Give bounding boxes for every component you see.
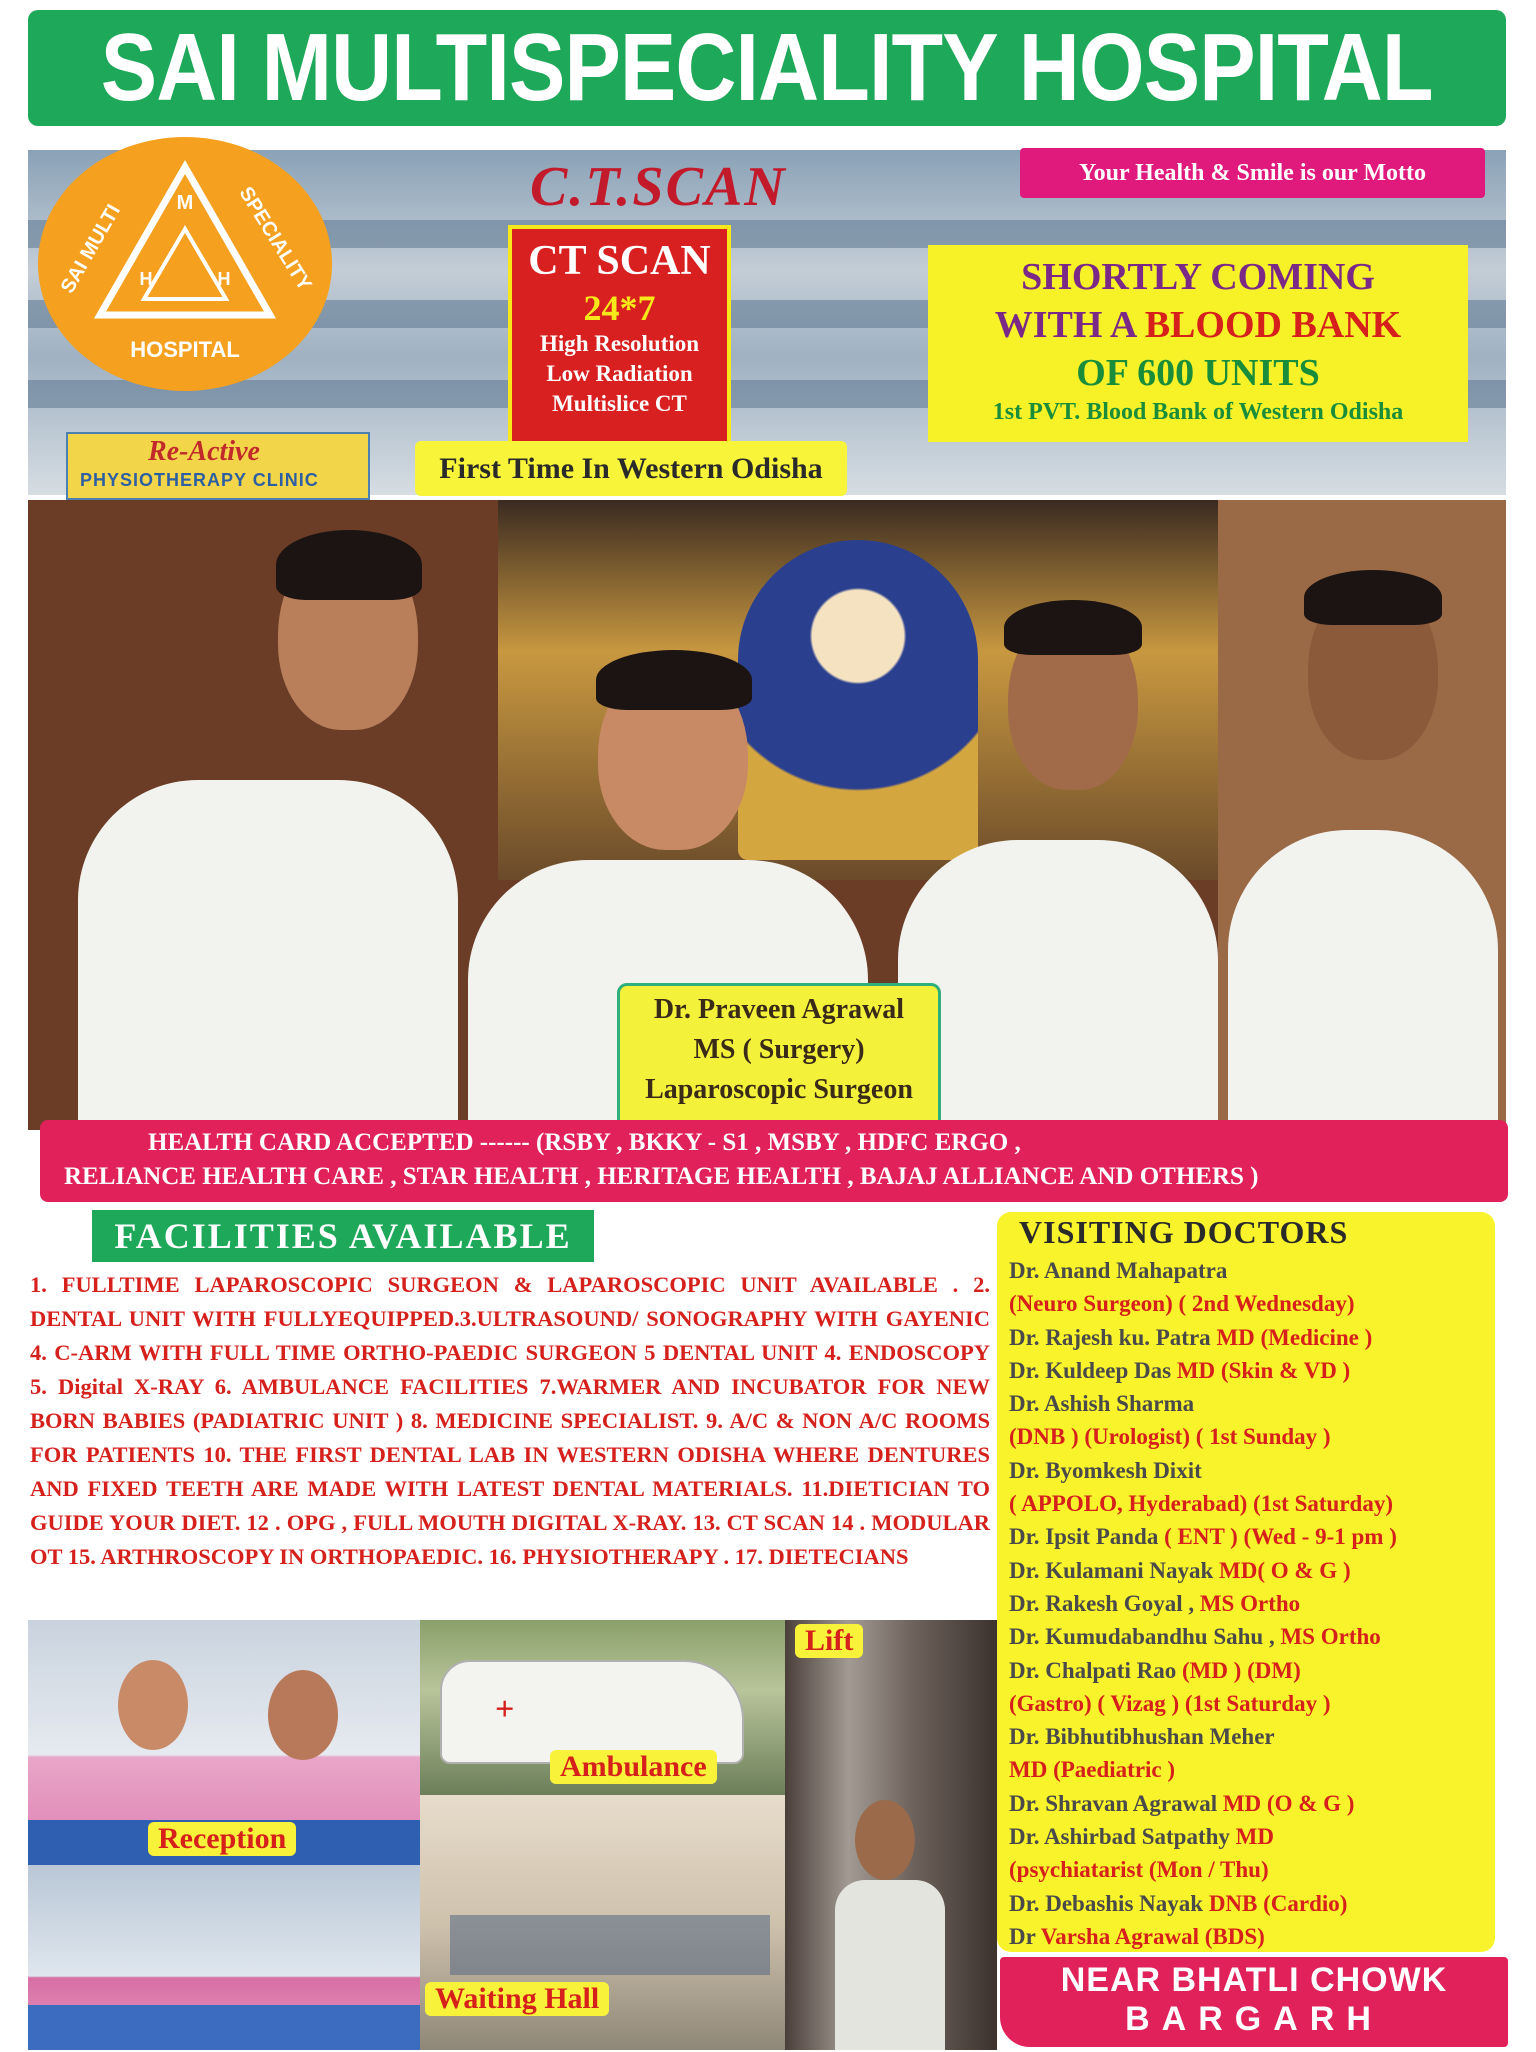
ct-feature: Low Radiation	[546, 361, 693, 386]
facilities-text: 1. FULLTIME LAPAROSCOPIC SURGEON & LAPAROSCOPIC UNIT AVAILABLE . 2. DENTAL UNIT WITH FULLYEQUIPPED.3.ULTRASOUND/ SONOGRAPHY WITH GAYENIC 4. C-ARM WITH FULL TIME ORTHO-PAEDIC SURGEON 5 DENTAL UNIT 4. ENDOSCOPY 5. Digital X-RAY 6. AMBULANCE FACILITIES 7.WARMER AND INCUBATOR FOR NEW BORN BABIES (PADIATRIC UNIT ) 8. MEDICINE SPECIALIST. 9. A/C & NON A/C ROOMS FOR PATIENTS 10. THE FIRST DENTAL LAB IN WESTERN ODISHA WHERE DENTURES AND FIXED TEETH ARE MADE WITH LATEST DENTAL MATERIALS. 11.DIETICIAN TO GUIDE YOUR DIET. 12 . OPG , FULL MOUTH DIGITAL X-RAY. 13. CT SCAN 14 . MODULAR OT 15. ARTHROSCOPY IN ORTHOPAEDIC. 16. PHYSIOTHERAPY . 17. DIETECIANS	[30, 1272, 990, 1569]
visiting-doctor-line	[1009, 1687, 1489, 1720]
visiting-doctor-line	[1009, 1820, 1489, 1853]
visiting-doctor-detail: ( APPOLO, Hyderabad) (1st Saturday)	[1009, 1491, 1393, 1517]
visiting-doctor-detail: MD (Paediatric )	[1009, 1757, 1176, 1783]
featured-doctor-box	[617, 983, 941, 1135]
visiting-doctor-name: Dr. Ipsit Panda	[1009, 1524, 1165, 1550]
visiting-doctor-detail: MS Ortho	[1199, 1590, 1301, 1616]
blood-bank-box	[928, 245, 1468, 442]
ambulance-photo: +	[420, 1620, 785, 1795]
visiting-doctor-name: Dr. Byomkesh Dixit	[1009, 1457, 1202, 1483]
visiting-doctor-name: Dr. Shravan Agrawal	[1009, 1790, 1223, 1816]
visiting-doctor-name: Dr. Rakesh Goyal ,	[1009, 1590, 1200, 1616]
visiting-doctor-name: Dr. Anand Mahapatra	[1009, 1258, 1228, 1283]
visiting-doctor-detail: ( ENT ) (Wed - 9-1 pm )	[1164, 1524, 1397, 1550]
logo-text-left: SAI MULTI	[56, 200, 125, 298]
doctor-figure-4	[1218, 500, 1506, 1130]
lift-caption: Lift	[795, 1624, 863, 1658]
featured-doctor-degree: MS ( Surgery)	[693, 1034, 865, 1065]
visiting-doctor-line	[1009, 1454, 1489, 1487]
featured-doctor-name: Dr. Praveen Agrawal	[653, 994, 905, 1025]
reactive-line: PHYSIOTHERAPY CLINIC	[80, 470, 319, 490]
visiting-doctor-line	[1009, 1587, 1489, 1620]
blood-line1: SHORTLY COMING	[1021, 256, 1375, 298]
visiting-doctor-line	[1009, 1354, 1489, 1387]
visiting-doctor-name: Dr. Rajesh ku. Patra	[1009, 1324, 1217, 1350]
lift-photo	[785, 1620, 997, 2050]
ct-scan-box	[508, 225, 731, 451]
logo-letter-h2: H	[217, 269, 231, 289]
waiting-hall-caption: Waiting Hall	[425, 1982, 609, 2016]
visiting-doctor-line	[1009, 1520, 1489, 1553]
visiting-doctor-line	[1009, 1254, 1489, 1287]
ct-feature: Multislice CT	[552, 391, 687, 416]
address-banner	[1000, 1957, 1508, 2047]
ct-hours: 24*7	[583, 288, 656, 328]
visiting-doctor-detail: MD	[1235, 1824, 1274, 1850]
ct-scan-sign: C.T.SCAN	[530, 156, 787, 218]
health-card-line2: RELIANCE HEALTH CARE , STAR HEALTH , HERITAGE HEALTH , BAJAJ ALLIANCE AND OTHERS )	[64, 1163, 1259, 1190]
visiting-doctors-box	[997, 1212, 1495, 1952]
visiting-doctor-detail: Varsha Agrawal (BDS)	[1040, 1923, 1265, 1949]
visiting-doctor-line	[1009, 1920, 1489, 1953]
visiting-doctor-detail: MS Ortho	[1280, 1624, 1381, 1650]
visiting-doctor-detail: MD (Skin & VD )	[1176, 1357, 1351, 1383]
visiting-doctor-detail: MD( O & G )	[1219, 1557, 1351, 1583]
featured-doctor-role: Laparoscopic Surgeon	[645, 1074, 913, 1105]
visiting-doctor-name: Dr. Kulamani Nayak	[1009, 1557, 1220, 1583]
blood-line2-highlight: BLOOD BANK	[1144, 304, 1402, 346]
visiting-doctor-name: Dr. Ashish Sharma	[1009, 1391, 1195, 1417]
logo-letter-m: M	[176, 192, 194, 214]
address-line2: BARGARH	[1125, 2000, 1383, 2038]
logo-letter-h1: H	[139, 269, 153, 289]
visiting-doctor-detail: (MD ) (DM)	[1181, 1657, 1301, 1683]
logo-text-right: SPECIALITY	[234, 183, 316, 295]
health-card-banner	[40, 1120, 1508, 1202]
ct-title: CT SCAN	[528, 238, 711, 284]
visiting-doctor-line	[1009, 1387, 1489, 1420]
visiting-doctor-line	[1009, 1287, 1489, 1320]
visiting-doctor-line	[1009, 1787, 1489, 1820]
doctor-figure-1	[48, 500, 468, 1130]
visiting-doctor-line	[1009, 1487, 1489, 1520]
visiting-doctor-detail: (Gastro) ( Vizag ) (1st Saturday )	[1009, 1690, 1331, 1716]
visiting-doctor-line	[1009, 1654, 1489, 1687]
visiting-doctor-name: Dr. Debashis Nayak	[1009, 1890, 1209, 1916]
reactive-name: Re-Active	[148, 436, 260, 467]
visiting-doctor-name: Dr. Kumudabandhu Sahu ,	[1009, 1624, 1281, 1650]
blood-line2-prefix: WITH A	[994, 304, 1145, 346]
hospital-title: SAI MULTISPECIALITY HOSPITAL	[101, 14, 1433, 121]
reception-desk-photo	[28, 1865, 420, 2050]
visiting-doctor-name: Dr. Kuldeep Das	[1009, 1357, 1177, 1383]
visiting-doctor-detail: MD (Medicine )	[1216, 1324, 1373, 1350]
motto-banner: Your Health & Smile is our Motto	[1020, 148, 1485, 198]
visiting-doctor-line	[1009, 1420, 1489, 1453]
first-time-banner: First Time In Western Odisha	[415, 441, 847, 496]
hospital-logo	[38, 137, 332, 391]
logo-text-bottom: HOSPITAL	[130, 337, 240, 362]
address-line1: NEAR BHATLI CHOWK	[1060, 1961, 1448, 1999]
visiting-doctor-line	[1009, 1620, 1489, 1653]
visiting-doctors-list	[1009, 1254, 1489, 1953]
ambulance-caption: Ambulance	[550, 1750, 717, 1784]
visiting-doctor-detail: (Neuro Surgeon) ( 2nd Wednesday)	[1009, 1291, 1355, 1317]
visiting-doctor-line	[1009, 1853, 1489, 1886]
hospital-title-bar	[28, 10, 1506, 126]
reactive-physio-sign	[66, 432, 370, 500]
visiting-doctor-line	[1009, 1720, 1489, 1753]
visiting-doctor-name: Dr	[1009, 1923, 1041, 1949]
visiting-doctor-line	[1009, 1554, 1489, 1587]
blood-sub: 1st PVT. Blood Bank of Western Odisha	[992, 399, 1404, 425]
visiting-doctor-detail: (psychiatarist (Mon / Thu)	[1009, 1857, 1269, 1883]
facilities-title: FACILITIES AVAILABLE	[92, 1210, 594, 1262]
visiting-doctor-line	[1009, 1753, 1489, 1786]
visiting-doctor-detail: MD (O & G )	[1222, 1790, 1355, 1816]
visiting-doctor-detail: DNB (Cardio)	[1208, 1890, 1348, 1916]
visiting-title: VISITING DOCTORS	[1019, 1214, 1349, 1250]
visiting-doctor-name: Dr. Bibhutibhushan Meher	[1009, 1724, 1275, 1750]
ct-feature: High Resolution	[539, 331, 700, 356]
visiting-doctor-line	[1009, 1321, 1489, 1354]
blood-line2	[928, 301, 1468, 349]
visiting-doctor-detail: (DNB ) (Urologist) ( 1st Sunday )	[1009, 1424, 1331, 1450]
visiting-doctor-line	[1009, 1887, 1489, 1920]
visiting-doctor-name: Dr. Ashirbad Satpathy	[1009, 1824, 1236, 1850]
visiting-doctor-name: Dr. Chalpati Rao	[1009, 1657, 1182, 1683]
blood-line3: OF 600 UNITS	[1076, 352, 1320, 394]
reception-caption: Reception	[148, 1822, 296, 1856]
health-card-line1: HEALTH CARD ACCEPTED ------ (RSBY , BKKY - S1 , MSBY , HDFC ERGO ,	[148, 1129, 1021, 1156]
